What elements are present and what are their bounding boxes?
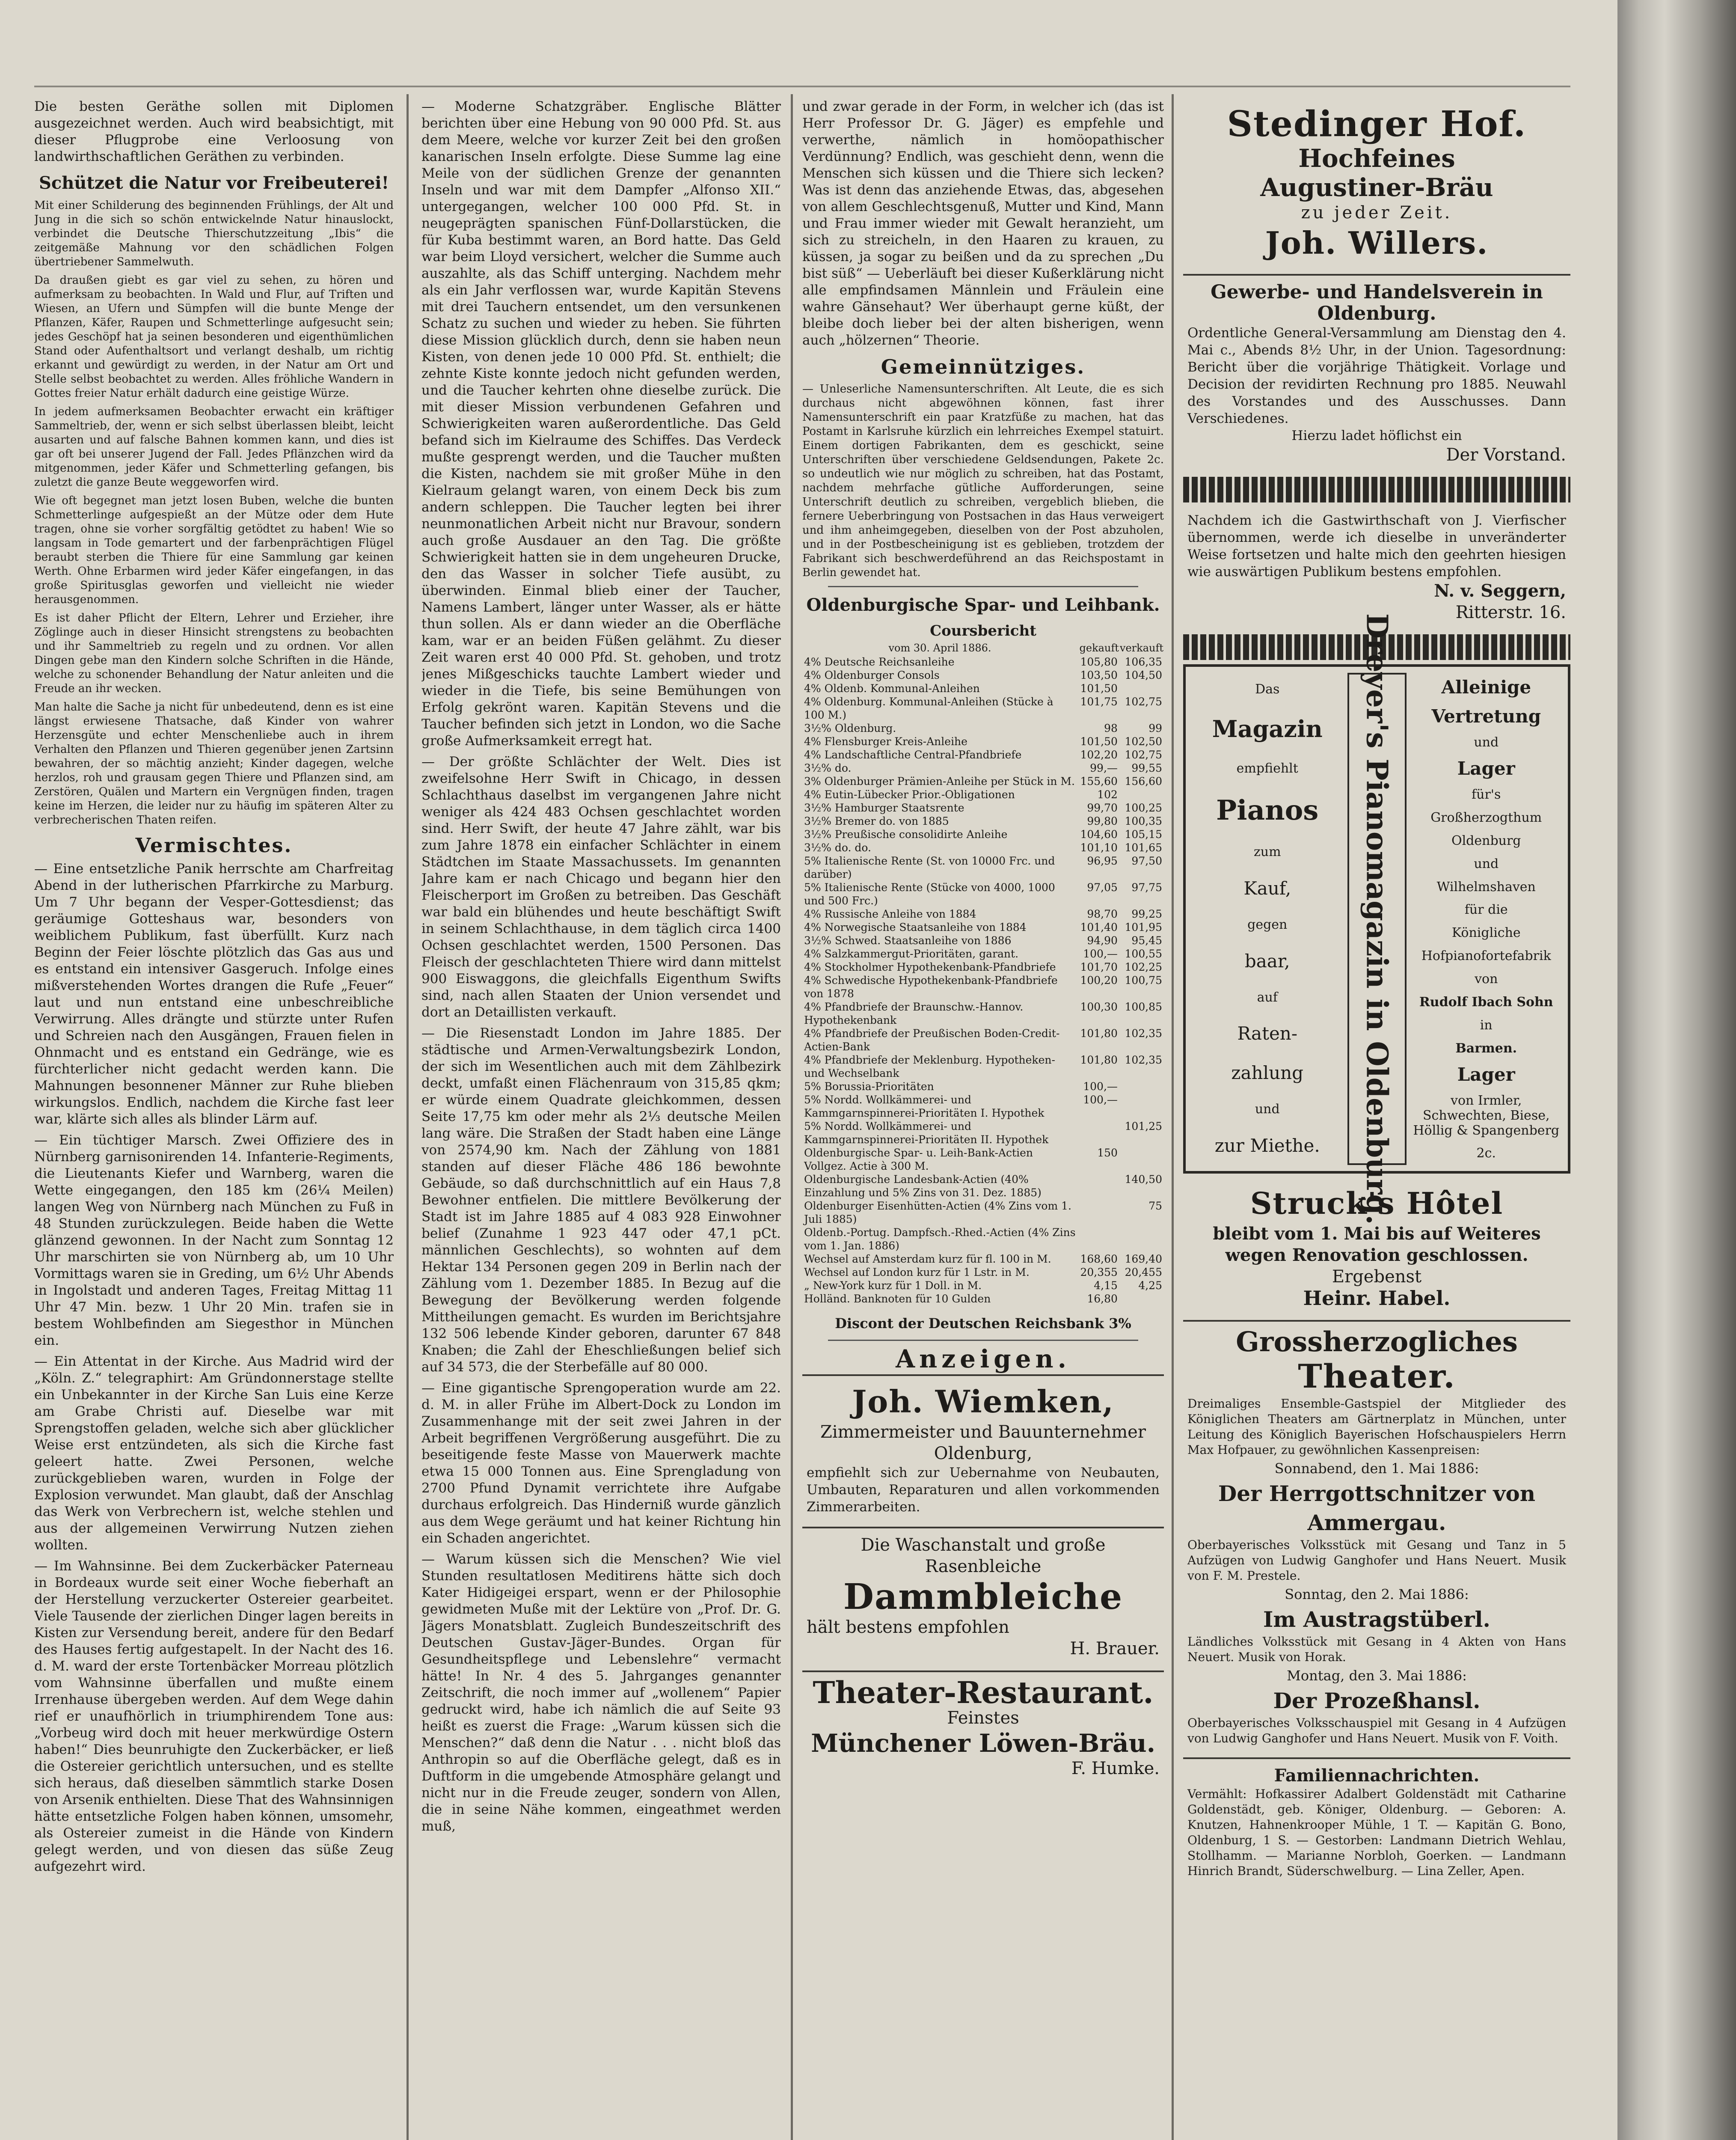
cell-name: 4% Deutsche Reichsanleihe [804,656,955,668]
cell-buy: 101,50 [1080,735,1118,748]
ad-text: Königliche [1451,925,1521,941]
cell-buy [1077,1199,1119,1226]
ad-text: Ländliches Volksstück mit Gesang in 4 Akten von Hans Neuert. Musik von Horak. [1187,1635,1566,1664]
cell-sell: 100,75 [1125,974,1162,987]
cell-sell: 102,35 [1125,1054,1162,1066]
ad-signature: Der Vorstand. [1446,445,1566,465]
column-header-buy: gekauft [1079,642,1119,654]
ad-text: Oberbayerisches Volksschauspiel mit Gesang in 4 Aufzügen von Ludwig Ganghofer und Hans Neuert. Musik von F. Voith. [1187,1716,1566,1745]
ad-title: Gewerbe- und Handelsverein in Oldenburg. [1211,281,1543,324]
article-text: — Moderne Schatzgräber. Englische Blätter berichten über eine Hebung von 90 000 Pfd. St. aus dem Meere, welche vor kurzer Zeit bei den großen kanarischen Inseln erfolgte. Diese Summe lag eine Meile von der südlichen Grenze der genannten Inseln und war mit dem Dampfer „Alfonso XII.“ untergegangen, welcher 100 000 Pfd. St. in neugeprägten spanischen Fünf-Dollarstücken, die für Kuba bestimmt waren, an Bord hatte. Das Geld war beim Lloyd versichert, welcher die Summe auch auszahlte, als das Schiff unterging. Nachdem mehr als ein Jahr verflossen war, wurde Kapitän Stevens mit drei Tauchern entsendet, um den versunkenen Schatz zu suchen und wieder zu heben. Sie führten diese Mission glücklich durch, denn sie haben neun Kisten, von denen jede 10 000 Pfd. St. enthielt; die zehnte Kiste konnte jedoch nicht gefunden werden, und die Taucher kehrten ohne dieselbe zurück. Die mit dieser Mission verbundenen Gefahren und Schwierigkeiten waren außerordentliche. Das Geld befand sich im Kielraume des Schiffes. Das Verdeck mußte gesprengt werden, und die Taucher mußten die Kisten, nachdem sie mit großer Mühe in den Kielraum gelangt waren, von einem Deck bis zum andern schleppen. Die Taucher legten bei ihrer neunmonatlichen Arbeit nicht nur Bravour, sondern auch große Ausdauer an den Tag. Die größte Schwierigkeit hatten sie in dem ungeheuren Drucke, den das Wasser in solcher Tiefe ausübt, zu überwinden. Einmal blieb einer der Taucher, Namens Lambert, länger unter Wasser, als er hätte thun sollen. Als er dann wieder an die Oberfläche kam, war er an beiden Füßen gelähmt. Zu dieser Zeit waren erst 40 000 Pfd. St. gehoben, und trotz jenes Mißgeschicks tauchte Lambert wieder und wieder in die Tiefe, bis seine Bemühungen von Erfolg gekrönt waren. Kapitän Stevens und die Taucher befinden sich jetzt in London, wo die Sache große Aufmerksamkeit erregt hat. [421,99,781,749]
column-1 [34,98,394,2140]
cell-sell: 100,85 [1125,1001,1162,1013]
discount-line: Discont der Deutschen Reichsbank 3% [835,1315,1131,1332]
ad-text: Barmen. [1455,1040,1517,1056]
article-text: Die besten Geräthe sollen mit Diplomen ausgezeichnet werden. Auch wird beabsichtigt, mit dieser Pflugprobe eine Verloosung von landwirthschaftlichen Geräthen zu verbinden. [34,99,394,164]
cell-sell: 97,50 [1131,855,1162,867]
ad-text: von [1475,972,1498,987]
family-news [1183,1757,1570,1887]
table-row [802,801,1164,814]
table-row [802,1093,1164,1120]
article-text: Es ist daher Pflicht der Eltern, Lehrer und Erzieher, ihre Zöglinge auch in dieser Hinsicht strengstens zu beobachten und ihr Sammeltrieb zu regeln und zu ordnen. Vor allen Dingen gebe man den Kindern solche Schriften in die Hände, welche zu schonender Behandlung der Natur anleiten und die Freude an ihr wecken. [34,612,394,695]
play-title: Im Austragstüberl. [1263,1607,1490,1632]
table-row [802,854,1164,881]
cell-sell: 169,40 [1125,1253,1162,1265]
ad-text: zu jeder Zeit. [1301,203,1453,223]
cell-sell: 140,50 [1125,1173,1162,1186]
cell-buy: 168,60 [1080,1253,1118,1265]
table-row [802,907,1164,921]
cell-buy: 100,20 [1080,974,1118,987]
table-row [802,761,1164,775]
table-row [802,1080,1164,1093]
ad-text: empfiehlt sich zur Uebernahme von Neubauten, Umbauten, Reparaturen und allen vorkommenden Zimmerarbeiten. [807,1465,1160,1515]
cell-buy: 101,70 [1080,961,1118,973]
table-row [802,828,1164,841]
table-row [802,1120,1164,1146]
cell-buy: 4,15 [1094,1279,1118,1292]
ad-date: Sonntag, den 2. Mai 1886: [1285,1586,1469,1602]
ad-text: und [1255,1101,1280,1117]
ad-title: Struck's Hôtel [1250,1186,1504,1221]
ad-title: Stedinger Hof. [1227,104,1527,145]
article-text: Wie oft begegnet man jetzt losen Buben, welche die bunten Schmetterlinge aufgespießt an der Mütze oder dem Hute tragen, ohne sie vorher sorgfältig getödtet zu haben! Wie so langsam in Tode gemartert und der farbenprächtigen Flügel beraubt sterben die Thiere für eine Sammlung gar keinen Werth. Ohne Erbarmen wird jeder Käfer eingefangen, in das große Spiritusglas geworfen und vielleicht nie wieder herausgenommen. [34,494,394,606]
ad-text: Lager [1457,758,1515,779]
cell-buy: 101,10 [1080,841,1118,854]
ad-text: Die Waschanstalt und große Rasenbleiche [861,1535,1106,1576]
table-row [802,1266,1164,1279]
ad-text: Hochfeines [1298,144,1455,173]
ad-text: hält bestens empfohlen [807,1617,1009,1637]
cell-sell: 105,15 [1125,828,1162,841]
ad-text: Dreimaliges Ensemble-Gastspiel der Mitglieder des Königlichen Theaters am Gärtnerplatz in München, unter Leitung des Königlich Bayerischen Hofschauspielers Herrn Max Hofpauer, zu gewöhnlichen Kassenpreisen: [1187,1397,1566,1457]
ad-text: für's [1472,787,1501,802]
ad-subtitle: Zimmermeister und Bauunternehmer [820,1422,1146,1442]
ad-strucks-hotel [1183,1178,1570,1317]
cell-sell: 156,60 [1125,775,1162,788]
cell-buy: 94,90 [1087,934,1118,947]
section-heading: Schützet die Natur vor Freibeuterei! [39,173,389,193]
page-edge [1617,0,1736,2140]
table-row [802,722,1164,735]
ad-city: Oldenburg, [934,1444,1033,1463]
ad-text: Ergebenst [1332,1267,1422,1287]
cell-buy: 100,— [1083,1080,1118,1093]
column-rule [791,94,793,2140]
ad-text: Kauf, [1243,878,1291,899]
cell-buy [1077,1226,1119,1252]
ad-text: zum [1253,844,1281,860]
cell-buy: 101,80 [1080,1027,1118,1040]
cell-sell: 102,75 [1125,696,1162,708]
table-row [802,695,1164,722]
article-text: — Der größte Schlächter der Welt. Dies ist zweifelsohne Herr Swift in Chicago, in dessen Schlachthaus daselbst im vergangenen Jahre nicht weniger als 424 483 Ochsen geschlachtet worden sind. Herr Swift, der heute 47 Jahre zählt, war bis zum Jahre 1878 ein einfacher Schlächter in einem Städtchen im Staate Massachussets. Im genannten Jahre kam er nach Chicago und begann hier den Fleischerport im Großen zu betreiben. Das Geschäft war bald ein blühendes und heute beschäftigt Swift in seinem Schlachthause, in dem täglich circa 1400 Ochsen geschlachtet werden, 1500 Personen. Das Fleisch der geschlachteten Thiere wird dann mittelst 900 Eiswaggons, die gleichfalls Eigenthum Swifts sind, nach allen Staaten der Union versendet und dort an Detaillisten verkauft. [421,754,781,1020]
table-date: vom 30. April 1886. [888,642,991,654]
cell-name: 4% Norwegische Staatsanleihe von 1884 [804,921,1027,933]
cell-buy: 98,70 [1087,908,1118,920]
ad-date: Sonnabend, den 1. Mai 1886: [1274,1460,1479,1477]
column-4 [1183,98,1570,2140]
cell-name: 4% Pfandbriefe der Meklenburg. Hypotheken- und Wechselbank [804,1054,1055,1079]
article-text: — Ein tüchtiger Marsch. Zwei Offiziere des in Nürnberg garnisonirenden 14. Infanterie-Regiments, die Lieutenants Kiefer und Warnberg, waren die Wette eingegangen, den 185 km (26¼ Meilen) langen Weg von Nürnberg nach München zu Fuß in 48 Stunden zurückzulegen. Beide haben die Wette glänzend gewonnen. In der Nacht zum Sonntag 12 Uhr marschirten sie von Nürnberg ab, um 10 Uhr Vormittags waren sie in Greding, um 6½ Uhr Abends in Ingolstadt und anderen Tages, Freitag Mittag 11 Uhr 47 Min. bezw. 1 Uhr 20 Min. trafen sie in bestem Wohlbefinden am Siegesthor in München ein. [34,1132,394,1348]
article-text: — Eine gigantische Sprengoperation wurde am 22. d. M. in aller Frühe im Albert-Dock zu London im Zusammenhange mit der seit zwei Jahren in der Arbeit begriffenen Vergrößerung ausgeführt. Die zu beseitigende feste Masse von Mauerwerk machte etwa 15 000 Tonnen aus. Eine Sprengladung von 2700 Pfund Dynamit verrichtete ihre Aufgabe durchaus erfolgreich. Das Hinderniß wurde gänzlich aus dem Wege geräumt und hat keiner Richtung hin ein Schaden angerichtet. [421,1380,781,1546]
cell-buy: 102,20 [1080,749,1118,761]
ad-text: gegen [1247,917,1288,932]
cell-name: 5% Italienische Rente (St. von 10000 Frc. und darüber) [804,855,1055,880]
table-row [802,921,1164,934]
cell-name: 4% Russische Anleihe von 1884 [804,908,976,920]
divider [828,586,1138,587]
article-text: In jedem aufmerksamen Beobachter erwacht ein kräftiger Sammeltrieb, der, wenn er sich selbst überlassen bleibt, leicht ausarten und auf falsche Bahnen kommen kann, und dies ist gar oft bei unserer Jugend der Fall. Jedes Pflänzchen wird da mitgenommen, jeder Käfer und Schmetterling gefangen, bis zuletzt die ganze Beute weggeworfen wird. [34,405,394,489]
table-row [802,841,1164,854]
column-rule [1172,94,1174,2140]
cell-name: 4% Salzkammergut-Prioritäten, garant. [804,948,1019,960]
ad-signature: N. v. Seggern, [1434,581,1566,601]
cell-sell [1119,1226,1164,1252]
article-text: Da draußen giebt es gar viel zu sehen, zu hören und aufmerksam zu beobachten. In Wald und Flur, auf Triften und Wiesen, an Ufern und Sümpfen will die bunte Menge der Pflanzen, Käfer, Raupen und Schmetterlinge aufgesucht sein; jedes Geschöpf hat ja seinen besonderen und eigenthümlichen Stand oder Aufenthaltsort und verlangt deshalb, um richtig erkannt und gewürdigt zu werden, in der Natur am Ort und Stelle selbst beobachtet zu werden. Alles fröhliche Wandern in Gottes freier Natur erhält dadurch eine geistige Würze. [34,274,394,400]
ad-text: Feinstes [947,1708,1019,1728]
cell-sell: 100,35 [1125,815,1162,827]
cell-name: 5% Nordd. Wollkämmerei- und Kammgarnspinnerei-Prioritäten I. Hypothek [804,1094,1045,1119]
table-row [802,669,1164,682]
cell-buy: 99,70 [1087,802,1118,814]
ad-text: Alleinige [1441,677,1531,698]
bank-title: Oldenburgische Spar- und Leihbank. [806,595,1160,615]
article-text: Man halte die Sache ja nicht für unbedeutend, denn es ist eine längst erwiesene Thatsache, daß Kinder von wahrer Herzensgüte und echter Menschenliebe auch in ihrem Verhalten den Pflanzen und Thieren gegenüber jenen Zartsinn bewahren, der so mächtig anzieht; Kinder dagegen, welche herzlos, roh und grausam gegen Thiere und Pflanzen sind, am Zerstören, Quälen und Martern ein Vergnügen finden, tragen keine im Herzen, die leider nur zu häufig im späteren Alter zu verbrecherischen Thaten reifen. [34,701,394,826]
cell-sell: 102,25 [1125,961,1162,973]
table-row [802,1199,1164,1226]
cell-sell: 75 [1148,1200,1162,1212]
ad-address: Ritterstr. 16. [1455,603,1566,622]
table-row [802,1027,1164,1053]
cell-buy: 100,— [1083,1094,1118,1106]
article-text: und zwar gerade in der Form, in welcher ich (das ist Herr Professor Dr. G. Jäger) es empfehle und verwerthe, nämlich in homöopathischer Verdünnung? Endlich, was geschieht denn, wenn die Menschen sich küssen und die Thiere sich lecken? Was ist denn das anziehende Etwas, das, abgesehen von allem Geschlechtsgenuß, Mutter und Kind, Mann und Frau immer wieder mit Gewalt heranzieht, um sich zu streicheln, in den Haaren zu krauen, zu küssen, ja sogar zu beißen und da zu sprechen „Du bist süß“ — Ueberläuft bei dieser Kußerklärung nicht alle empfindsamen Männlein und Fräulein eine wahre Gänsehaut? Wer überhaupt gerne küßt, der bleibe doch lieber bei der alten bisherigen, wenn auch „hölzernen“ Theorie. [802,99,1164,348]
ad-text: Vertretung [1431,706,1541,727]
article-text: — Unleserliche Namensunterschriften. Alt Leute, die es sich durchaus nicht abgewöhnen können, fast ihrer Namensunterschrift ein paar Kratzfüße zu machen, hat das Postamt in Karlsruhe kürzlich ein lehrreiches Exempel statuirt. Einem dortigen Fabrikanten, dem es geschickt, seine Unterschriften über verschiedene Geldsendungen, Pakete 2c. so undeutlich wie nur möglich zu schreiben, hat das Postamt, nachdem mehrfache gütliche Aufforderungen, seine Unterschrift deutlich zu schreiben, vergeblich blieben, die fernere Ueberbringung von Postsachen in das Haus verweigert und ihm anheimgegeben, dieselben von der Post abzuholen, und in der Postbescheinigung ist es geblieben, trotzdem der Fabrikant sich beschwerdeführend an das Reichspostamt in Berlin gewendet hat. [802,383,1164,579]
cell-sell [1119,682,1164,695]
cell-name: 5% Borussia-Prioritäten [804,1080,934,1093]
vertical-banner [1347,613,1407,1225]
article-text: Mit einer Schilderung des beginnenden Frühlings, der Alt und Jung in die sich so schön entwickelnde Natur hinauslockt, verbindet die Deutsche Thierschutzzeitung „Ibis“ die zeitgemäße Mahnung vor den schädlichen Folgen übertriebener Sammelwuth. [34,199,394,268]
ad-title: Theater-Restaurant. [813,1675,1154,1710]
table-row [802,1292,1164,1305]
cell-sell: 102,75 [1125,749,1162,761]
table-row [802,1252,1164,1266]
ad-text: Oldenburg [1451,833,1521,848]
table-row [802,1000,1164,1027]
ad-text: Nachdem ich die Gastwirthschaft von J. Vierfischer übernommen, werde ich dieselbe in unveränderter Weise fortsetzen und halte mich den geehrten hiesigen wie auswärtigen Publikum bestens empfohlen. [1187,513,1566,580]
ad-text: für die [1464,902,1508,918]
cell-sell: 101,95 [1125,921,1162,933]
ornament-bar [1183,477,1570,502]
cell-name: 5% Nordd. Wollkämmerei- und Kammgarnspinnerei-Prioritäten II. Hypothek [804,1120,1049,1146]
cell-sell [1119,1146,1164,1173]
cell-buy: 100,30 [1080,1001,1118,1013]
cell-name: 3% Oldenburger Prämien-Anleihe per Stück in M. [804,775,1075,788]
cell-sell: 20,455 [1125,1266,1162,1278]
header-rule [34,86,1570,87]
table-row [802,814,1164,828]
table-row [802,735,1164,748]
cell-buy: 16,80 [1087,1293,1118,1305]
cell-name: 4% Eutin-Lübecker Prior.-Obligationen [804,788,1015,801]
ad-text: Wilhelmshaven [1436,879,1536,895]
ad-text: bleibt vom 1. Mai bis auf Weiteres wegen Renovation geschlossen. [1213,1224,1541,1265]
section-heading: Vermischtes. [135,834,293,857]
table-row [802,788,1164,801]
ad-gewerbeverein [1183,274,1570,473]
cell-buy: 101,40 [1080,921,1118,933]
ad-stedinger-hof [1183,98,1570,270]
ad-signature: F. Humke. [1071,1759,1160,1778]
cell-sell: 100,55 [1125,948,1162,960]
ad-text: Großherzogthum [1430,810,1542,825]
table-row [802,748,1164,761]
table-row [802,1226,1164,1252]
table-row [802,1173,1164,1199]
cell-name: Oldenburgische Landesbank-Actien (40% Einzahlung und 5% Zins von 31. Dez. 1885) [804,1173,1042,1199]
cell-buy: 101,80 [1080,1054,1118,1066]
play-title: Der Herrgottschnitzer von Ammergau. [1218,1481,1536,1535]
ad-title: Grossherzogliches [1236,1326,1518,1358]
cell-buy: 20,355 [1080,1266,1118,1278]
cell-sell [1119,1080,1164,1093]
cell-sell: 100,25 [1125,802,1162,814]
course-table [802,641,1164,1305]
cell-sell: 101,25 [1125,1120,1162,1132]
table-row [802,1146,1164,1173]
ad-title: Theater. [1298,1357,1456,1395]
cell-sell: 95,45 [1131,934,1162,947]
table-row [802,1053,1164,1080]
ad-text: Hofpianofortefabrik [1421,948,1551,964]
table-row [802,934,1164,947]
ad-text: Vermählt: Hofkassirer Adalbert Goldenstädt mit Catharine Goldenstädt, geb. Königer, Oldenburg. — Geboren: A. Knutzen, Hahnenkrooper Mühle, 1 T. — Kapitän G. Bono, Oldenburg, 1 S. — Gestorben: Landmann Dietrich Wehlau, Stollhamm. — Marianne Norbloh, Goerken. — Landmann Hinrich Brandt, Süderschwelburg. — Lina Zeller, Apen. [1187,1787,1566,1878]
cell-name: 4% Schwedische Hypothekenbank-Pfandbriefe von 1878 [804,974,1058,1000]
article-text: — Im Wahnsinne. Bei dem Zuckerbäcker Paterneau in Bordeaux wurde seit einer Woche fieberhaft an der Herstellung verzuckerter Ostereier gearbeitet. Viele Tausende der zierlichen Dinger lagen bereits in Kisten zur Versendung bereit, andere für den Bedarf des Hauses fertig aufgestapelt. In der Nacht des 16. d. M. ward der erste Tortenbäcker Morreau plötzlich vom Wahnsinne überfallen und mußte einem Irrenhause übergeben werden. Auf dem Wege dahin rief er unaufhörlich in triumphirendem Tone aus: „Vorbeug wird doch mit heuer merkwürdige Ostern haben!“ Dies beunruhigte den Zuckerbäcker, er ließ die Ostereier gerichtlich untersuchen, und es stellte sich heraus, daß dieselben sämmtlich starke Dosen von Arsenik enthielten. Diese That des Wahnsinnigen hätte entsetzliche Folgen haben können, umsomehr, als Ostereier zumeist in die Hände von Kindern gelegt werden, und von diesen das süße Zeug aufgezehrt wird. [34,1558,394,1874]
table-row [802,1279,1164,1292]
ad-date: Montag, den 3. Mai 1886: [1287,1667,1467,1684]
ad-text: in [1480,1017,1493,1033]
cell-sell: 102,35 [1125,1027,1162,1040]
ad-text: Münchener Löwen-Bräu. [811,1729,1155,1758]
ad-text: Oberbayerisches Volksstück mit Gesang und Tanz in 5 Aufzügen von Ludwig Ganghofer und Hans Neuert. Musik von F. M. Prestele. [1187,1538,1566,1583]
table-row [802,960,1164,974]
cell-sell: 99,25 [1131,908,1162,920]
cell-buy: 104,60 [1080,828,1118,841]
cell-name: 5% Italienische Rente (Stücke von 4000, 1000 und 500 Frc.) [804,881,1055,907]
ad-text: Augustiner-Bräu [1260,173,1493,202]
ad-text: zahlung [1231,1062,1304,1084]
ad-theater [1183,1320,1570,1754]
cell-name: Wechsel auf London kurz für 1 Lstr. in M. [804,1266,1030,1278]
cell-buy: 103,50 [1080,669,1118,681]
ad-text: Hierzu ladet höflichst ein [1291,428,1462,443]
cell-sell: 106,35 [1125,656,1162,668]
cell-buy [1077,1173,1119,1199]
cell-name: 4% Oldenb. Kommunal-Anleihen [804,682,980,695]
cell-buy: 101,50 [1080,682,1118,695]
ad-text: Ordentliche General-Versammlung am Dienstag den 4. Mai c., Abends 8½ Uhr, in der Union. Tagesordnung: Bericht über die vorjährige Thätigkeit. Vorlage und Decision der revidirten Rechnung pro 1885. Neuwahl des Vorstandes und des Ausschusses. Dann Verschiedenes. [1187,325,1566,426]
cell-sell: 97,75 [1131,881,1162,894]
cell-sell: 4,25 [1138,1279,1162,1292]
table-row [802,947,1164,960]
ad-text: 2c. [1476,1146,1496,1161]
ad-text: Rudolf Ibach Sohn [1419,995,1553,1010]
ad-signature: H. Brauer. [1070,1639,1160,1658]
ad-title: Joh. Wiemken, [852,1383,1114,1420]
cell-name: 3½% Hamburger Staatsrente [804,802,964,814]
cell-buy: 150 [1097,1147,1118,1159]
cell-sell: 101,65 [1125,841,1162,854]
cell-sell: 102,50 [1125,735,1162,748]
cell-name: Oldenburger Eisenhütten-Actien (4% Zins vom 1. Juli 1885) [804,1200,1071,1225]
ad-text: auf [1257,990,1278,1005]
cell-sell [1119,1292,1164,1305]
cell-name: 4% Pfandbriefe der Preußischen Boden-Credit-Actien-Bank [804,1027,1060,1053]
article-text: — Die Riesenstadt London im Jahre 1885. Der städtische und Armen-Verwaltungsbezirk London, der sich im Wesentlichen auch mit dem Zählbezirk deckt, umfaßt einen Flächenraum von 315,85 qkm; er würde einem Quadrate gleichkommen, dessen Seite 17,75 km oder mehr als 2⅓ deutsche Meilen lang wäre. Die Straßen der Stadt haben eine Länge von 2574,90 km. Nach der Zählung von 1881 standen auf dieser Fläche 486 186 bewohnte Gebäude, so daß durchschnittlich auf ein Haus 7,8 Bewohner entfielen. Die mittlere Bevölkerung der Stadt ist im Jahre 1885 auf 4 083 928 Einwohner belief (Zunahme 1 923 447 oder 47,1 pCt. männlichen Geschlechts), so wohnten auf dem Hektar 134 Personen gegen 209 in Berlin nach der Zählung vom 1. Dezember 1885. In Bezug auf die Bewegung der Bevölkerung werden folgende Mittheilungen gemacht. Es wurden im Berichtsjahre 132 506 lebende Kinder geboren, darunter 67 848 Knaben; die Zahl der Eheschließungen belief sich auf 34 573, die der Sterbefälle auf 80 000. [421,1025,781,1375]
cell-buy: 105,80 [1080,656,1118,668]
ad-text: Lager [1457,1064,1515,1085]
table-row [802,974,1164,1000]
cell-sell: 99,55 [1131,762,1162,774]
ad-text: zur Miethe. [1214,1135,1320,1156]
ad-text: und [1474,735,1499,750]
cell-buy: 97,05 [1087,881,1118,894]
article-text: — Warum küssen sich die Menschen? Wie viel Stunden resultatlosen Meditirens hätte sich doch Kater Hidigeigei erspart, wenn er der Philosophie gewidmeten Muße mit der Lektüre von „Prof. Dr. G. Jägers Monatsblatt. Zugleich Bundeszeitschrift des Deutschen Gustav-Jäger-Bundes. Organ für Gesundheitspflege und Lebenslehre“ vermacht hätte! In Nr. 4 des 5. Jahrganges genannter Zeitschrift, die noch immer auf „wollenem“ Papier gedruckt wird, habe ich nämlich die auf Seite 93 heißt es zuerst die Frage: „Warum küssen sich die Menschen?“ daß denn die Natur . . . nicht bloß das Anthropin so auf die Oberfläche gelegt, daß es in Duftform in die umgebende Atmosphäre gelangt und nicht nur in die Freude zeuger, sondern von Allen, die in seine Nähe kommen, eingeathmet werden muß, [421,1552,781,1834]
ad-text: von Irmler, Schwechten, Biese, Höllig & Spangenberg [1413,1093,1560,1138]
ad-text: Magazin [1212,715,1323,743]
cell-name: Oldenb.-Portug. Dampfsch.-Rhed.-Actien (4% Zins vom 1. Jan. 1886) [804,1226,1076,1252]
ad-text: Das [1255,682,1280,697]
cell-name: 4% Oldenburg. Kommunal-Anleihen (Stücke à 100 M.) [804,696,1053,721]
article-text: — Eine entsetzliche Panik herrschte am Charfreitag Abend in der lutherischen Pfarrkirche zu Marburg. Um 7 Uhr begann der Vesper-Gottesdienst; das geräumige Gotteshaus war, besonders von weiblichem Publikum, fast überfüllt. Kurz nach Beginn der Feier löschte plötzlich das Gas aus und es entstand ein intensiver Gasgeruch. Infolge eines mißverstehenden Wortes drangen die Rufe „Feuer“ laut und nun entstand eine unbeschreibliche Verwirrung. Alles drängte und stürzte unter Rufen und Schreien nach den Ausgängen, Frauen fielen in Ohnmacht und es entstand ein Gedränge, wie es fürchterlicher nicht gedacht werden kann. Die Mahnungen besonnener Männer zur Ruhe blieben wirkungslos. Endlich, nachdem die Kirche fast leer war, klärte sich alles als blinder Lärm auf. [34,861,394,1127]
ad-title: Dreyer's Pianomagazin in Oldenburg. [1359,613,1394,1225]
cell-name: 4% Oldenburger Consols [804,669,940,681]
cell-name: Oldenburgische Spar- u. Leih-Bank-Actien Vollgez. Actie à 300 M. [804,1147,1033,1172]
divider [828,1340,1138,1341]
cell-buy: 99,— [1090,762,1118,774]
ad-signature: Heinr. Habel. [1303,1287,1451,1310]
ad-gastwirthschaft [1183,506,1570,631]
cell-buy: 101,75 [1080,696,1118,708]
ad-signature: Joh. Willers. [1265,225,1489,261]
cell-name: 3½% Preußische consolidirte Anleihe [804,828,1008,841]
cell-buy: 102 [1097,788,1118,801]
cell-name: 3½% Oldenburg. [804,722,896,734]
cell-sell [1119,1093,1164,1120]
cell-buy [1077,1120,1119,1146]
cell-buy: 99,80 [1087,815,1118,827]
table-row [802,655,1164,669]
cell-buy: 155,60 [1080,775,1118,788]
cell-name: 3½% Schwed. Staatsanleihe von 1886 [804,934,1012,947]
ad-text: empfiehlt [1236,761,1298,776]
column-rule [407,94,409,2140]
play-title: Der Prozeßhansl. [1273,1688,1481,1713]
table-row [802,775,1164,788]
cell-name: 3½% do. [804,762,852,774]
cell-sell: 99 [1148,722,1162,734]
ad-title: Dammbleiche [843,1576,1123,1617]
cell-name: 4% Flensburger Kreis-Anleihe [804,735,967,748]
cell-name: Wechsel auf Amsterdam kurz für fl. 100 in M. [804,1253,1051,1265]
cell-sell: 104,50 [1125,669,1162,681]
section-heading: Familiennachrichten. [1274,1766,1480,1786]
bank-subtitle: Coursbericht [930,622,1036,639]
ad-text: Pianos [1216,794,1319,826]
article-text: — Ein Attentat in der Kirche. Aus Madrid wird der „Köln. Z.“ telegraphirt: Am Gründonnerstage stellte ein Unbekannter in der Kirche San Luis eine Kerze am Grabe Christi auf. Dieselbe war mit Sprengstoffen geladen, welche sich aber glücklicher Weise erst entzündeten, als sich die Kirche fast geleert hatte. Zwei Personen, welche zurückgeblieben waren, wurden in Folge der Explosion verwundet. Man glaubt, daß der Anschlag das Werk von Verbrechern ist, welche stehlen und aus der allgemeinen Verwirrung Nutzen ziehen wollten. [34,1354,394,1553]
cell-name: 4% Pfandbriefe der Braunschw.-Hannov. Hypothekenbank [804,1001,1024,1026]
section-heading: Gemeinnütziges. [881,355,1086,378]
table-row [802,682,1164,695]
column-2 [421,98,781,2140]
cell-name: 4% Stockholmer Hypothekenbank-Pfandbriefe [804,961,1056,973]
ad-text: baar, [1244,950,1290,972]
ad-dammbleiche [802,1527,1164,1667]
section-heading: Anzeigen. [896,1344,1071,1373]
cell-name: 4% Landschaftliche Central-Pfandbriefe [804,749,1022,761]
column-3 [802,98,1164,2140]
cell-buy: 98 [1104,722,1118,734]
ad-theater-restaurant [802,1670,1164,1787]
cell-buy: 96,95 [1087,855,1118,867]
cell-name: 3½% do. do. [804,841,871,854]
cell-sell [1119,788,1164,801]
table-row [802,881,1164,907]
cell-name: „ New-York kurz für 1 Doll. in M. [804,1279,982,1292]
cell-name: 3½% Bremer do. von 1885 [804,815,949,827]
ad-text: Raten- [1237,1023,1298,1044]
cell-buy: 100,— [1083,948,1118,960]
ad-wiemken [802,1374,1164,1523]
cell-name: Holländ. Banknoten für 10 Gulden [804,1293,991,1305]
ad-text: und [1474,856,1499,871]
column-header-sell: verkauft [1119,642,1163,654]
